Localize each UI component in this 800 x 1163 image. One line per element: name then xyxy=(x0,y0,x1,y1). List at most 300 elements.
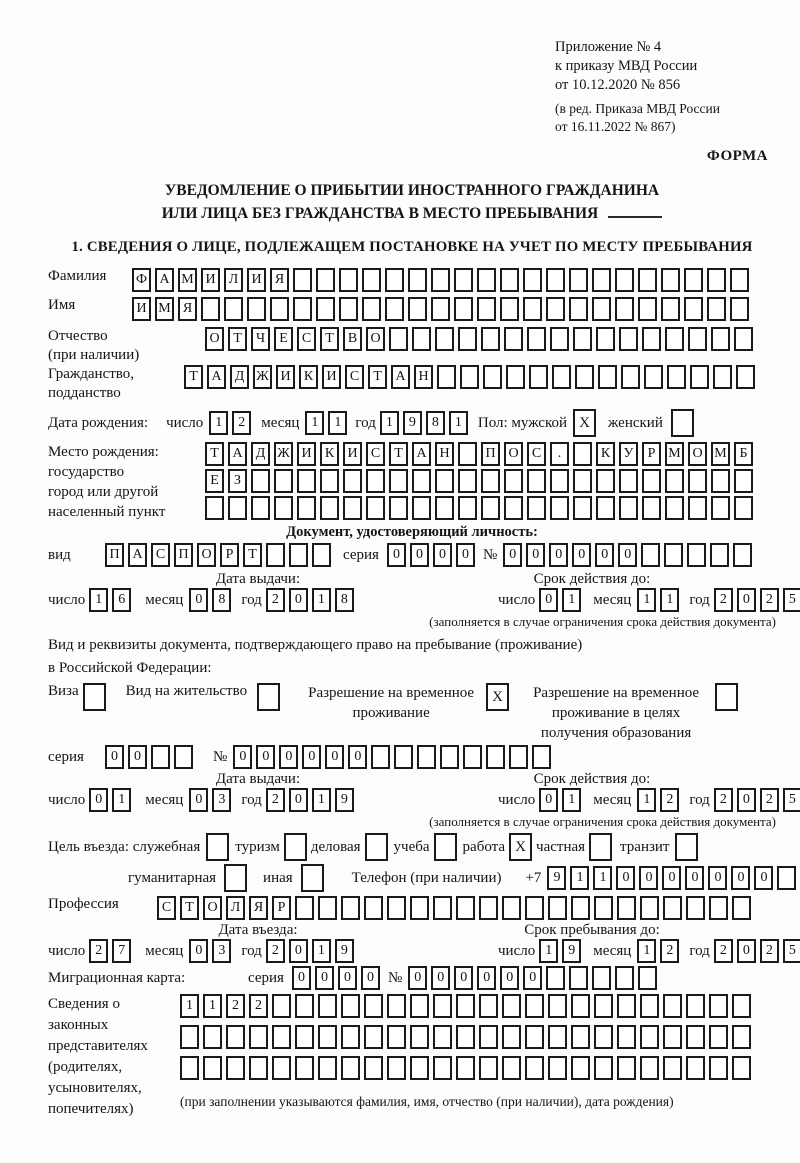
char-cell[interactable]: 1 xyxy=(637,588,656,612)
char-cell[interactable] xyxy=(339,297,358,321)
char-cell[interactable] xyxy=(617,1025,636,1049)
char-cell[interactable]: 0 xyxy=(572,543,591,567)
char-cell[interactable]: М xyxy=(711,442,730,466)
char-cell[interactable] xyxy=(550,496,569,520)
char-cell[interactable] xyxy=(251,496,270,520)
char-cell[interactable]: Р xyxy=(220,543,239,567)
char-cell[interactable]: Т xyxy=(243,543,262,567)
char-cell[interactable] xyxy=(394,745,413,769)
char-cell[interactable]: О xyxy=(688,442,707,466)
char-cell[interactable]: Е xyxy=(205,469,224,493)
char-cell[interactable]: 0 xyxy=(325,745,344,769)
char-cell[interactable] xyxy=(663,1025,682,1049)
sex-male-checkbox[interactable]: X xyxy=(573,409,596,437)
char-cell[interactable] xyxy=(709,1025,728,1049)
char-cell[interactable]: 0 xyxy=(89,788,108,812)
char-cell[interactable]: 1 xyxy=(593,866,612,890)
char-cell[interactable] xyxy=(460,365,479,389)
char-cell[interactable] xyxy=(483,365,502,389)
char-cell[interactable] xyxy=(550,327,569,351)
char-cell[interactable] xyxy=(433,1025,452,1049)
char-cell[interactable]: Р xyxy=(272,896,291,920)
char-cell[interactable] xyxy=(226,1056,245,1080)
char-cell[interactable]: Т xyxy=(389,442,408,466)
purpose-private-checkbox[interactable] xyxy=(589,833,612,861)
char-cell[interactable] xyxy=(546,268,565,292)
char-cell[interactable] xyxy=(504,496,523,520)
char-cell[interactable] xyxy=(525,994,544,1018)
char-cell[interactable]: 0 xyxy=(289,788,308,812)
char-cell[interactable] xyxy=(734,327,753,351)
char-cell[interactable] xyxy=(504,469,523,493)
char-cell[interactable] xyxy=(266,543,285,567)
char-cell[interactable] xyxy=(435,496,454,520)
char-cell[interactable] xyxy=(251,469,270,493)
char-cell[interactable] xyxy=(228,496,247,520)
char-cell[interactable]: П xyxy=(481,442,500,466)
char-cell[interactable] xyxy=(638,966,657,990)
char-cell[interactable]: Д xyxy=(230,365,249,389)
char-cell[interactable]: И xyxy=(132,297,151,321)
char-cell[interactable]: 2 xyxy=(714,788,733,812)
char-cell[interactable] xyxy=(661,297,680,321)
char-cell[interactable] xyxy=(479,1056,498,1080)
char-cell[interactable]: И xyxy=(201,268,220,292)
char-cell[interactable]: А xyxy=(228,442,247,466)
char-cell[interactable] xyxy=(527,496,546,520)
char-cell[interactable]: Р xyxy=(642,442,661,466)
char-cell[interactable] xyxy=(523,297,542,321)
char-cell[interactable] xyxy=(341,994,360,1018)
char-cell[interactable] xyxy=(387,1025,406,1049)
char-cell[interactable]: К xyxy=(320,442,339,466)
char-cell[interactable]: 0 xyxy=(526,543,545,567)
char-cell[interactable] xyxy=(458,442,477,466)
char-cell[interactable]: М xyxy=(178,268,197,292)
char-cell[interactable] xyxy=(619,496,638,520)
char-cell[interactable]: 1 xyxy=(312,788,331,812)
char-cell[interactable]: 1 xyxy=(89,588,108,612)
char-cell[interactable] xyxy=(525,1056,544,1080)
char-cell[interactable] xyxy=(665,496,684,520)
char-cell[interactable]: 0 xyxy=(189,788,208,812)
char-cell[interactable] xyxy=(249,1025,268,1049)
char-cell[interactable]: Т xyxy=(320,327,339,351)
char-cell[interactable] xyxy=(732,896,751,920)
char-cell[interactable]: С xyxy=(297,327,316,351)
char-cell[interactable] xyxy=(435,327,454,351)
char-cell[interactable]: 0 xyxy=(408,966,427,990)
char-cell[interactable] xyxy=(527,327,546,351)
char-cell[interactable]: 0 xyxy=(256,745,275,769)
char-cell[interactable]: 0 xyxy=(754,866,773,890)
char-cell[interactable] xyxy=(509,745,528,769)
char-cell[interactable] xyxy=(500,268,519,292)
char-cell[interactable] xyxy=(571,1025,590,1049)
char-cell[interactable] xyxy=(371,745,390,769)
char-cell[interactable] xyxy=(412,469,431,493)
char-cell[interactable] xyxy=(456,896,475,920)
char-cell[interactable] xyxy=(458,496,477,520)
purpose-transit-checkbox[interactable] xyxy=(675,833,698,861)
char-cell[interactable]: 0 xyxy=(292,966,311,990)
char-cell[interactable] xyxy=(389,469,408,493)
char-cell[interactable] xyxy=(456,1025,475,1049)
char-cell[interactable]: Я xyxy=(249,896,268,920)
char-cell[interactable]: С xyxy=(366,442,385,466)
char-cell[interactable]: Ж xyxy=(274,442,293,466)
char-cell[interactable]: 0 xyxy=(279,745,298,769)
char-cell[interactable] xyxy=(385,297,404,321)
char-cell[interactable] xyxy=(318,1025,337,1049)
char-cell[interactable] xyxy=(525,1025,544,1049)
char-cell[interactable] xyxy=(640,994,659,1018)
char-cell[interactable] xyxy=(180,1056,199,1080)
char-cell[interactable]: Л xyxy=(224,268,243,292)
char-cell[interactable] xyxy=(596,496,615,520)
char-cell[interactable] xyxy=(502,896,521,920)
char-cell[interactable]: 2 xyxy=(226,994,245,1018)
char-cell[interactable]: 0 xyxy=(737,588,756,612)
char-cell[interactable] xyxy=(454,297,473,321)
char-cell[interactable] xyxy=(621,365,640,389)
char-cell[interactable] xyxy=(174,745,193,769)
char-cell[interactable]: 0 xyxy=(500,966,519,990)
char-cell[interactable] xyxy=(573,469,592,493)
char-cell[interactable] xyxy=(546,966,565,990)
char-cell[interactable]: А xyxy=(391,365,410,389)
char-cell[interactable] xyxy=(711,496,730,520)
char-cell[interactable] xyxy=(642,496,661,520)
char-cell[interactable] xyxy=(523,268,542,292)
char-cell[interactable] xyxy=(732,1056,751,1080)
char-cell[interactable] xyxy=(713,365,732,389)
char-cell[interactable]: 0 xyxy=(523,966,542,990)
char-cell[interactable] xyxy=(318,994,337,1018)
char-cell[interactable]: 0 xyxy=(431,966,450,990)
char-cell[interactable] xyxy=(295,994,314,1018)
char-cell[interactable] xyxy=(615,966,634,990)
char-cell[interactable] xyxy=(410,994,429,1018)
char-cell[interactable]: 0 xyxy=(361,966,380,990)
char-cell[interactable]: С xyxy=(151,543,170,567)
char-cell[interactable]: С xyxy=(157,896,176,920)
char-cell[interactable] xyxy=(247,297,266,321)
char-cell[interactable]: И xyxy=(276,365,295,389)
char-cell[interactable] xyxy=(364,994,383,1018)
char-cell[interactable] xyxy=(362,297,381,321)
char-cell[interactable] xyxy=(687,543,706,567)
char-cell[interactable] xyxy=(343,496,362,520)
char-cell[interactable] xyxy=(364,1056,383,1080)
char-cell[interactable]: 0 xyxy=(731,866,750,890)
char-cell[interactable] xyxy=(408,268,427,292)
char-cell[interactable]: 0 xyxy=(302,745,321,769)
char-cell[interactable] xyxy=(479,896,498,920)
char-cell[interactable] xyxy=(272,994,291,1018)
purpose-official-checkbox[interactable] xyxy=(206,833,229,861)
temp-residence-checkbox[interactable]: X xyxy=(486,683,509,711)
char-cell[interactable] xyxy=(710,543,729,567)
char-cell[interactable] xyxy=(642,469,661,493)
char-cell[interactable]: 2 xyxy=(760,939,779,963)
char-cell[interactable] xyxy=(410,1056,429,1080)
char-cell[interactable] xyxy=(479,994,498,1018)
char-cell[interactable] xyxy=(366,496,385,520)
char-cell[interactable]: В xyxy=(343,327,362,351)
char-cell[interactable]: 2 xyxy=(760,588,779,612)
char-cell[interactable] xyxy=(366,469,385,493)
char-cell[interactable] xyxy=(730,297,749,321)
char-cell[interactable] xyxy=(569,966,588,990)
char-cell[interactable] xyxy=(548,1025,567,1049)
char-cell[interactable] xyxy=(387,994,406,1018)
char-cell[interactable]: 1 xyxy=(380,411,399,435)
char-cell[interactable]: Т xyxy=(184,365,203,389)
char-cell[interactable]: 1 xyxy=(305,411,324,435)
char-cell[interactable] xyxy=(617,896,636,920)
char-cell[interactable] xyxy=(274,496,293,520)
char-cell[interactable] xyxy=(408,297,427,321)
char-cell[interactable] xyxy=(686,994,705,1018)
residence-permit-checkbox[interactable] xyxy=(257,683,280,711)
purpose-study-checkbox[interactable] xyxy=(434,833,457,861)
char-cell[interactable] xyxy=(433,994,452,1018)
char-cell[interactable] xyxy=(502,1025,521,1049)
char-cell[interactable] xyxy=(431,297,450,321)
char-cell[interactable] xyxy=(594,1056,613,1080)
purpose-business-checkbox[interactable] xyxy=(365,833,388,861)
char-cell[interactable] xyxy=(550,469,569,493)
char-cell[interactable]: 0 xyxy=(595,543,614,567)
char-cell[interactable]: А xyxy=(155,268,174,292)
char-cell[interactable] xyxy=(661,268,680,292)
char-cell[interactable] xyxy=(293,297,312,321)
char-cell[interactable] xyxy=(527,469,546,493)
char-cell[interactable] xyxy=(733,543,752,567)
char-cell[interactable]: 1 xyxy=(637,939,656,963)
char-cell[interactable]: 5 xyxy=(783,588,800,612)
char-cell[interactable] xyxy=(532,745,551,769)
char-cell[interactable] xyxy=(573,327,592,351)
char-cell[interactable] xyxy=(293,268,312,292)
char-cell[interactable] xyxy=(180,1025,199,1049)
char-cell[interactable] xyxy=(412,496,431,520)
char-cell[interactable]: Т xyxy=(368,365,387,389)
char-cell[interactable]: У xyxy=(619,442,638,466)
char-cell[interactable]: 0 xyxy=(233,745,252,769)
char-cell[interactable] xyxy=(506,365,525,389)
char-cell[interactable] xyxy=(684,268,703,292)
char-cell[interactable] xyxy=(638,268,657,292)
char-cell[interactable] xyxy=(440,745,459,769)
char-cell[interactable] xyxy=(688,327,707,351)
char-cell[interactable] xyxy=(454,268,473,292)
char-cell[interactable]: 3 xyxy=(212,939,231,963)
char-cell[interactable]: 1 xyxy=(449,411,468,435)
char-cell[interactable] xyxy=(546,297,565,321)
char-cell[interactable]: 8 xyxy=(212,588,231,612)
char-cell[interactable] xyxy=(571,1056,590,1080)
char-cell[interactable] xyxy=(316,268,335,292)
char-cell[interactable]: 9 xyxy=(562,939,581,963)
char-cell[interactable] xyxy=(638,297,657,321)
char-cell[interactable] xyxy=(205,496,224,520)
char-cell[interactable]: 2 xyxy=(266,939,285,963)
char-cell[interactable] xyxy=(486,745,505,769)
char-cell[interactable]: Д xyxy=(251,442,270,466)
char-cell[interactable] xyxy=(477,268,496,292)
char-cell[interactable] xyxy=(732,1025,751,1049)
char-cell[interactable] xyxy=(619,327,638,351)
char-cell[interactable] xyxy=(481,327,500,351)
char-cell[interactable] xyxy=(777,866,796,890)
char-cell[interactable] xyxy=(362,268,381,292)
char-cell[interactable]: Т xyxy=(205,442,224,466)
char-cell[interactable]: 1 xyxy=(180,994,199,1018)
char-cell[interactable] xyxy=(615,268,634,292)
char-cell[interactable]: Н xyxy=(435,442,454,466)
char-cell[interactable] xyxy=(270,297,289,321)
char-cell[interactable] xyxy=(684,297,703,321)
char-cell[interactable] xyxy=(297,469,316,493)
char-cell[interactable]: 0 xyxy=(315,966,334,990)
char-cell[interactable] xyxy=(709,994,728,1018)
char-cell[interactable]: О xyxy=(366,327,385,351)
char-cell[interactable]: Ф xyxy=(132,268,151,292)
char-cell[interactable]: 0 xyxy=(387,543,406,567)
char-cell[interactable] xyxy=(619,469,638,493)
char-cell[interactable]: 0 xyxy=(737,788,756,812)
char-cell[interactable] xyxy=(598,365,617,389)
char-cell[interactable] xyxy=(387,896,406,920)
char-cell[interactable]: 1 xyxy=(312,588,331,612)
char-cell[interactable] xyxy=(318,896,337,920)
char-cell[interactable]: 0 xyxy=(289,939,308,963)
char-cell[interactable]: 2 xyxy=(714,939,733,963)
char-cell[interactable] xyxy=(641,543,660,567)
char-cell[interactable]: 0 xyxy=(289,588,308,612)
char-cell[interactable] xyxy=(665,469,684,493)
char-cell[interactable]: С xyxy=(527,442,546,466)
char-cell[interactable] xyxy=(732,994,751,1018)
char-cell[interactable]: Е xyxy=(274,327,293,351)
char-cell[interactable] xyxy=(226,1025,245,1049)
char-cell[interactable]: 1 xyxy=(112,788,131,812)
char-cell[interactable]: 8 xyxy=(426,411,445,435)
char-cell[interactable]: 1 xyxy=(637,788,656,812)
char-cell[interactable] xyxy=(364,896,383,920)
char-cell[interactable]: 0 xyxy=(410,543,429,567)
char-cell[interactable]: К xyxy=(299,365,318,389)
char-cell[interactable] xyxy=(463,745,482,769)
char-cell[interactable]: П xyxy=(105,543,124,567)
char-cell[interactable] xyxy=(433,1056,452,1080)
char-cell[interactable] xyxy=(316,297,335,321)
char-cell[interactable] xyxy=(456,1056,475,1080)
char-cell[interactable] xyxy=(594,896,613,920)
char-cell[interactable] xyxy=(410,1025,429,1049)
char-cell[interactable] xyxy=(664,543,683,567)
char-cell[interactable] xyxy=(389,327,408,351)
char-cell[interactable]: 0 xyxy=(685,866,704,890)
char-cell[interactable] xyxy=(341,896,360,920)
char-cell[interactable]: А xyxy=(207,365,226,389)
char-cell[interactable] xyxy=(297,496,316,520)
char-cell[interactable] xyxy=(573,496,592,520)
char-cell[interactable] xyxy=(707,297,726,321)
char-cell[interactable] xyxy=(594,994,613,1018)
visa-checkbox[interactable] xyxy=(83,683,106,711)
char-cell[interactable]: 2 xyxy=(249,994,268,1018)
char-cell[interactable] xyxy=(594,1025,613,1049)
char-cell[interactable] xyxy=(734,469,753,493)
char-cell[interactable] xyxy=(477,297,496,321)
char-cell[interactable] xyxy=(320,469,339,493)
char-cell[interactable] xyxy=(548,994,567,1018)
char-cell[interactable]: Я xyxy=(178,297,197,321)
char-cell[interactable]: 1 xyxy=(312,939,331,963)
char-cell[interactable] xyxy=(525,896,544,920)
char-cell[interactable]: 0 xyxy=(128,745,147,769)
char-cell[interactable]: 0 xyxy=(618,543,637,567)
char-cell[interactable] xyxy=(592,966,611,990)
char-cell[interactable] xyxy=(458,469,477,493)
char-cell[interactable]: 1 xyxy=(209,411,228,435)
char-cell[interactable]: 0 xyxy=(348,745,367,769)
char-cell[interactable]: 0 xyxy=(708,866,727,890)
char-cell[interactable] xyxy=(667,365,686,389)
char-cell[interactable] xyxy=(569,297,588,321)
char-cell[interactable] xyxy=(504,327,523,351)
char-cell[interactable] xyxy=(339,268,358,292)
char-cell[interactable] xyxy=(295,1025,314,1049)
char-cell[interactable]: 2 xyxy=(760,788,779,812)
char-cell[interactable] xyxy=(575,365,594,389)
char-cell[interactable] xyxy=(730,268,749,292)
char-cell[interactable]: И xyxy=(343,442,362,466)
char-cell[interactable] xyxy=(665,327,684,351)
char-cell[interactable]: 9 xyxy=(547,866,566,890)
char-cell[interactable] xyxy=(644,365,663,389)
char-cell[interactable] xyxy=(709,1056,728,1080)
char-cell[interactable] xyxy=(343,469,362,493)
char-cell[interactable]: 7 xyxy=(112,939,131,963)
char-cell[interactable]: 5 xyxy=(783,939,800,963)
char-cell[interactable]: 0 xyxy=(737,939,756,963)
char-cell[interactable] xyxy=(341,1056,360,1080)
char-cell[interactable] xyxy=(431,268,450,292)
char-cell[interactable]: А xyxy=(128,543,147,567)
char-cell[interactable] xyxy=(389,496,408,520)
char-cell[interactable] xyxy=(312,543,331,567)
char-cell[interactable]: Т xyxy=(180,896,199,920)
char-cell[interactable]: М xyxy=(665,442,684,466)
char-cell[interactable] xyxy=(203,1056,222,1080)
char-cell[interactable]: М xyxy=(155,297,174,321)
char-cell[interactable]: 0 xyxy=(662,866,681,890)
purpose-other-checkbox[interactable] xyxy=(301,864,324,892)
char-cell[interactable] xyxy=(341,1025,360,1049)
char-cell[interactable]: . xyxy=(550,442,569,466)
char-cell[interactable]: 2 xyxy=(660,939,679,963)
char-cell[interactable] xyxy=(548,896,567,920)
char-cell[interactable] xyxy=(707,268,726,292)
char-cell[interactable]: 2 xyxy=(266,588,285,612)
char-cell[interactable]: Л xyxy=(226,896,245,920)
char-cell[interactable] xyxy=(615,297,634,321)
char-cell[interactable]: З xyxy=(228,469,247,493)
